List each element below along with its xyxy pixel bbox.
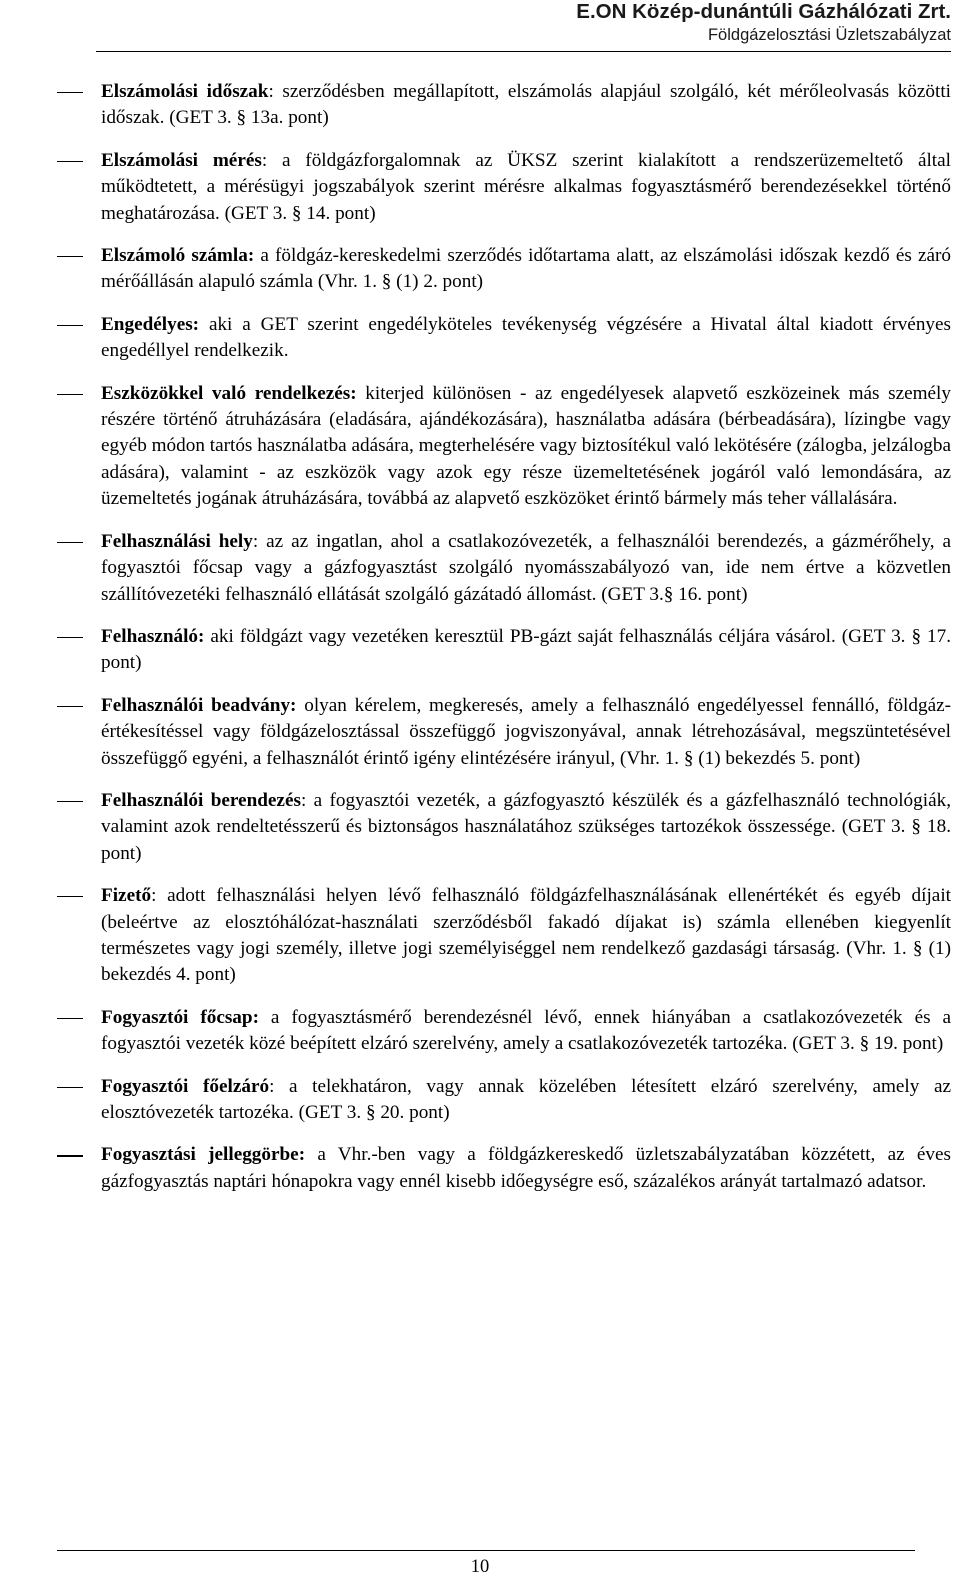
dash-bullet xyxy=(57,706,83,707)
definition-item xyxy=(57,788,951,867)
definition-item xyxy=(57,693,951,772)
definition-text: : adott felhasználási helyen lévő felhasználó földgázfelhasználásának ellenértékét és egyéb díjait (beleértve az elosztóhálózat-használati szerződésből fakadó díjakat is) számla ellenében kiegyenlít természetes vagy jogi személy, illetve jogi személyiséggel nem rendelkező gazdasági társaság. (Vhr. 1. § (1) bekezdés 4. pont) xyxy=(101,885,951,986)
definition-term: Engedélyes: xyxy=(101,313,200,335)
definition-item xyxy=(57,1074,951,1127)
definition-term: Fogyasztási jelleggörbe: xyxy=(101,1144,306,1166)
company-name: E.ON Közép-dunántúli Gázhálózati Zrt. xyxy=(576,0,951,23)
definition-item xyxy=(57,312,951,365)
definition-text: : a telekhatáron, vagy annak közelében létesített elzáró szerelvény, amely az elosztóvezeték tartozéka. (GET 3. § 20. pont) xyxy=(101,1075,951,1123)
definition-term: Fogyasztói főelzáró xyxy=(101,1075,270,1097)
definition-term: Elszámolási időszak xyxy=(101,81,269,102)
definition-item xyxy=(57,624,951,677)
definition-item xyxy=(57,529,951,608)
definition-item xyxy=(57,1005,951,1058)
footer-divider xyxy=(57,1550,915,1551)
definition-item xyxy=(57,79,951,132)
page-header xyxy=(96,0,951,52)
definition-text: a földgáz-kereskedelmi szerződés időtartama alatt, az elszámolási időszak kezdő és záró mérőállásán alapuló számla (Vhr. 1. § (1) 2. pont) xyxy=(101,245,951,293)
definition-item xyxy=(57,148,951,227)
definitions-list xyxy=(57,79,951,1211)
definition-term: Felhasználói beadvány: xyxy=(101,694,297,716)
definition-text: olyan kérelem, megkeresés, amely a felhasználó engedélyessel fennálló, földgáz-értékesítéssel vagy földgázelosztással összefüggő jogviszonyával, annak létrehozásával, megszüntetésével összefüggő egyéni, a felhasználót érintő igény elintézésére irányul, (Vhr. 1. § (1) bekezdés 5. pont) xyxy=(101,694,951,769)
dash-bullet xyxy=(57,1087,83,1088)
definition-item xyxy=(57,1142,951,1195)
dash-bullet xyxy=(57,161,83,162)
definition-term: Felhasználó: xyxy=(101,625,205,647)
dash-bullet xyxy=(57,1018,83,1019)
dash-bullet xyxy=(57,1155,83,1156)
definition-item xyxy=(57,883,951,989)
definition-term: Eszközökkel való rendelkezés: xyxy=(101,382,357,404)
dash-bullet xyxy=(57,325,83,326)
definition-text: : szerződésben megállapított, elszámolás alapjául szolgáló, két mérőleolvasás közötti időszak. (GET 3. § 13a. pont) xyxy=(101,81,951,129)
definition-text: : a fogyasztói vezeték, a gázfogyasztó készülék és a gázfelhasználó technológiák, valamint azok rendeltetésszerű és biztonságos használatához szükséges tartozékok összessége. (GET 3. § 18. pont) xyxy=(101,789,951,864)
definition-term: Felhasználói berendezés xyxy=(101,789,301,811)
definition-term: Felhasználási hely xyxy=(101,530,253,552)
dash-bullet xyxy=(57,896,83,897)
document-title: Földgázelosztási Üzletszabályzat xyxy=(96,24,951,52)
page-number: 10 xyxy=(470,1557,490,1577)
definition-text: : a földgázforgalomnak az ÜKSZ szerint kialakított a rendszerüzemeltető által működtetett, a mérésügyi jogszabályok szerint mérésre alkalmas fogyasztásmérő berendezésekkel történő meghatározása. (GET 3. § 14. pont) xyxy=(101,149,951,224)
definition-term: Elszámolási mérés xyxy=(101,149,262,171)
definition-text: aki földgázt vagy vezetéken keresztül PB-gázt saját felhasználás céljára vásárol. (GET 3. § 17. pont) xyxy=(101,625,951,674)
definition-text: aki a GET szerint engedélyköteles tevékenység végzésére a Hivatal által kiadott érvényes engedéllyel rendelkezik. xyxy=(101,313,951,362)
dash-bullet xyxy=(57,92,83,93)
definition-text: a fogyasztásmérő berendezésnél lévő, ennek hiányában a csatlakozóvezeték és a fogyasztói vezeték közé beépített elzáró szerelvény, amely a csatlakozóvezeték tartozéka. (GET 3. § 19. pont) xyxy=(101,1006,952,1055)
dash-bullet xyxy=(57,637,83,638)
definition-item xyxy=(57,381,951,513)
definition-text: a Vhr.-ben vagy a földgázkereskedő üzletszabályzatában közzétett, az éves gázfogyasztás naptári hónapokra vagy ennél kisebb időegységre eső, százalékos arányát tartalmazó adatsor. xyxy=(101,1144,952,1192)
dash-bullet xyxy=(57,256,83,257)
definition-term: Fogyasztói főcsap: xyxy=(101,1006,259,1028)
dash-bullet xyxy=(57,542,83,543)
dash-bullet xyxy=(57,394,83,395)
definition-term: Fizető xyxy=(101,885,152,907)
definition-item xyxy=(57,243,951,296)
definition-text: : az az ingatlan, ahol a csatlakozóvezeték, a felhasználói berendezés, a gázmérőhely, a fogyasztói főcsap vagy a gázfogyasztást szolgáló nyomásszabályozó van, ide nem értve a közvetlen szállítóvezetéki felhasználó ellátását szolgáló gázátadó állomást. (GET 3.§ 16. pont) xyxy=(101,530,951,605)
definition-text: kiterjed különösen - az engedélyesek alapvető eszközeinek más személy részére történő átruházására (eladására, ajándékozására), használatba adására (bérbeadására), lízingbe vagy egyéb módon tartós használatba adására, megterhelésére vagy biztosítékul való lekötésére (zálogba, jelzálogba adására), valamint - az eszközök vagy azok egy része üzemeltetésének jogáról való lemondására, az üzemeltetés jogának átruházására, továbbá az alapvető eszközöket érintő bármely más teher vállalására. xyxy=(101,382,951,510)
dash-bullet xyxy=(57,801,83,802)
definition-term: Elszámoló számla: xyxy=(101,245,255,267)
